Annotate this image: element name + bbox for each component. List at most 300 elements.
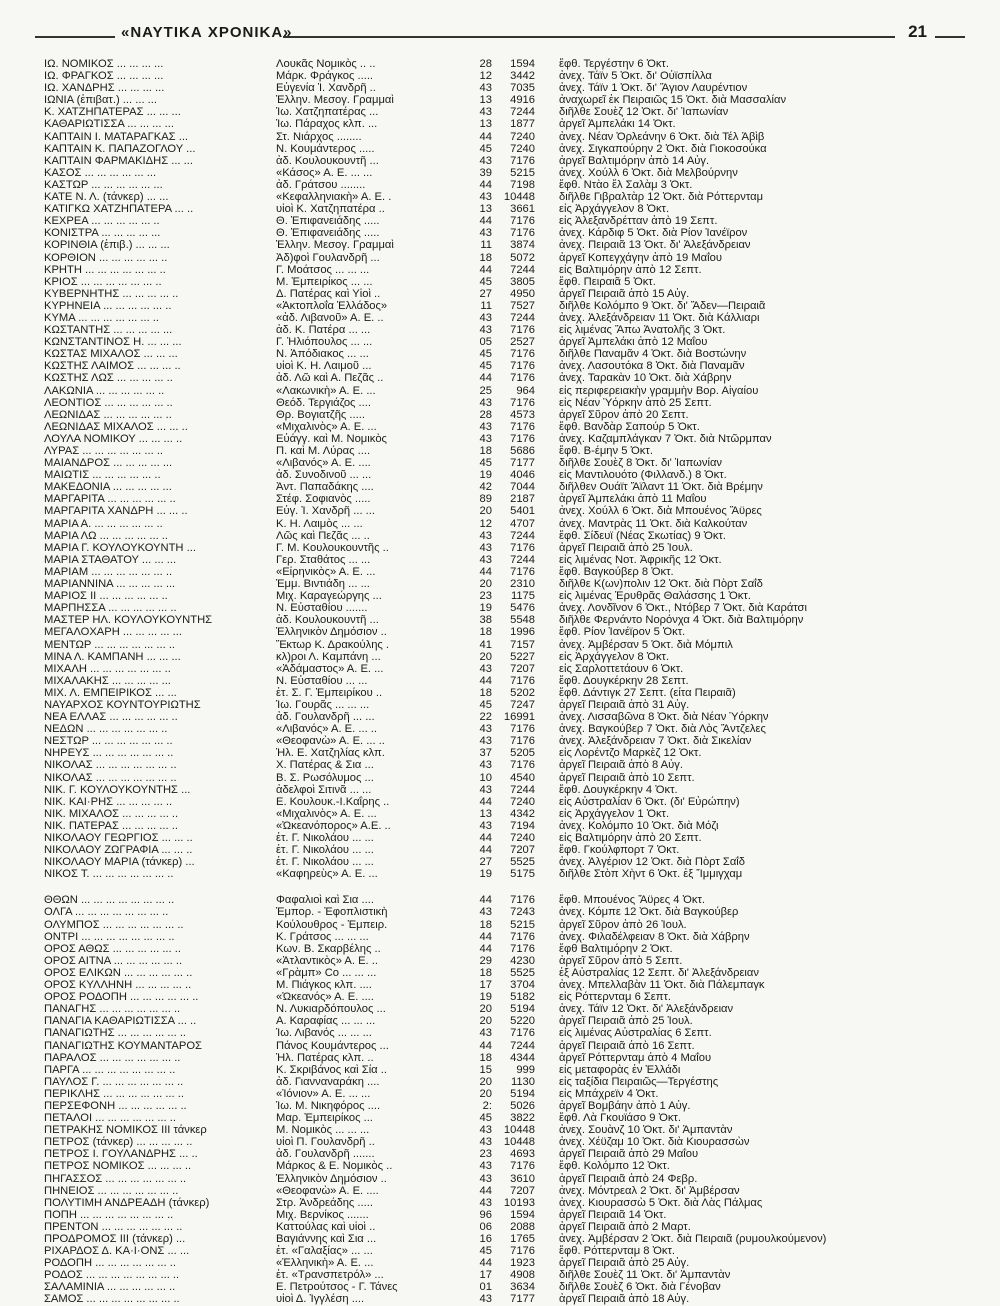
table-row [44, 759, 924, 771]
year-cell: 13 [479, 807, 492, 820]
owner-cell: Π. καὶ Μ. Λύρας .... [276, 445, 371, 457]
tonnage-cell: 1594 [510, 1208, 535, 1221]
tonnage-cell: 999 [516, 1063, 535, 1076]
position-cell: διῆλθε Κ(ων)πολιν 12 Ὀκτ. διὰ Πὸρτ Σαΐδ [559, 578, 763, 591]
owner-cell: Ἰω. Πάραχος κλπ. ... [276, 118, 378, 131]
year-cell: 44 [479, 215, 492, 228]
position-cell: ἀργεῖ Σῦρον ἀπὸ 5 Σεπτ. [559, 954, 683, 967]
tonnage-cell: 5202 [510, 686, 535, 699]
owner-cell: Ἑλληνικὸν Δημόσιον .. [276, 1172, 387, 1185]
year-cell: 44 [479, 372, 492, 385]
year-cell: 45 [479, 1112, 492, 1125]
year-cell: 20 [479, 1003, 492, 1016]
owner-cell: Ἡλ. Ε. Χατζηλίας κλπ. [276, 747, 385, 760]
ship-name-cell: ΙΩ. ΧΑΝΔΡΗΣ ... ... ... ... [44, 82, 165, 95]
position-cell: ἀνεχ. Κολόμπο 10 Ὀκτ. διὰ Μόζι [559, 819, 719, 832]
ship-name-cell: ΚΕΧΡΕΑ ... ... ... ... ... .. [44, 215, 160, 228]
owner-cell: Κ. Σκριβάνος καὶ Σία .. [276, 1063, 387, 1076]
table-row [44, 711, 924, 723]
position-cell: ἀνεχ. Χούλλ 6 Ὀκτ. διὰ Μελβούρνην [559, 166, 738, 179]
owner-cell: «Ὠκεανόπορος» Α.Ε. .. [276, 819, 391, 832]
year-cell: 43 [479, 553, 492, 566]
ship-name-cell: ΝΙΚ. ΠΑΤΕΡΑΣ ... ... ... ... .. [44, 819, 178, 832]
position-cell: ἀνεχ. Χούλλ 6 Ὀκτ. διὰ Μπουένος Ἄϋρες [559, 505, 762, 518]
table-row [44, 433, 924, 445]
position-cell: εἰς Βαλτιμόρην ἀπὸ 12 Σεπτ. [559, 263, 702, 276]
tonnage-cell: 7176 [510, 723, 535, 736]
table-row [44, 505, 924, 517]
year-cell: 43 [479, 906, 492, 919]
tonnage-cell: 5548 [510, 614, 535, 627]
owner-cell: Θ. Ἐπιφανειάδης ..... [276, 227, 380, 240]
table-row [44, 397, 924, 409]
year-cell: 20 [479, 578, 492, 591]
table-row [44, 1136, 924, 1148]
position-cell: ἀνεχ. Ἀλγέριον 12 Ὀκτ. διὰ Πὸρτ Σαΐδ [559, 856, 745, 869]
tonnage-cell: 5194 [510, 1003, 535, 1016]
tonnage-cell: 7177 [510, 1293, 535, 1306]
position-cell: ἀνεχ. Λονδῖνον 6 Ὀκτ., Ντόβερ 7 Ὀκτ. διὰ Καράτσι [559, 602, 807, 615]
year-cell: 44 [479, 263, 492, 276]
ship-name-cell: ΛΥΡΑΣ ... ... ... ... ... ... .. [44, 445, 164, 457]
position-cell: εἰς λιμένας Νοτ. Ἀφρικῆς 12 Ὀκτ. [559, 553, 722, 566]
table-row [44, 518, 924, 530]
tonnage-cell: 3661 [510, 203, 535, 216]
owner-cell: Ἑλληνικὸν Δημόσιον .. [276, 626, 387, 639]
ship-name-cell: ΜΑΡΙΑ ΣΤΑΘΑΤΟΥ ... ... ... [44, 553, 177, 566]
position-cell: ἀναχωρεῖ ἐκ Πειραιῶς 15 Ὀκτ. διὰ Μασσαλίαν [559, 94, 787, 107]
table-row [44, 215, 924, 227]
ship-name-cell: ΠΕΡΙΚΛΗΣ ... ... ... ... ... ... .. [44, 1087, 184, 1100]
year-cell: 20 [479, 505, 492, 518]
position-cell: ἀργεῖ Ἀμπελάκι 14 Ὀκτ. [559, 118, 676, 131]
ship-name-cell: ΛΕΩΝΙΔΑΣ ΜΙΧΑΛΟΣ ... ... .. [44, 420, 188, 433]
year-cell: 44 [479, 795, 492, 808]
table-row [44, 324, 924, 336]
table-row [44, 94, 924, 106]
year-cell: 44 [479, 894, 492, 907]
year-cell: 44 [479, 674, 492, 687]
owner-cell: «Γρὰμπ» Co ... ... ... [276, 966, 377, 979]
table-row [44, 542, 924, 554]
tonnage-cell: 3442 [510, 70, 535, 83]
year-cell: 44 [479, 1257, 492, 1270]
owner-cell: Εὐάγγ. καὶ Μ. Νομικὸς [276, 432, 387, 445]
year-cell: 18 [479, 251, 492, 264]
owner-cell: Στέφ. Σοφιανὸς ..... [276, 493, 371, 506]
owner-cell: Στρ. Ἀνδρεάδης ..... [276, 1196, 373, 1209]
owner-cell: Στ. Νιάρχος ........ [276, 130, 362, 143]
ship-name-cell: ΜΙΝΑ Λ. ΚΑΜΠΑΝΗ ... ... ... [44, 650, 181, 663]
position-cell: εἰς Ἀλεξανδρέτταν ἀπὸ 19 Σεπτ. [559, 215, 718, 228]
position-cell: εἰς Ἀρχάγγελον 8 Ὀκτ. [559, 650, 670, 663]
position-cell: ἔφθ. Κολόμπο 12 Ὀκτ. [559, 1160, 670, 1173]
year-cell: 43 [479, 1027, 492, 1040]
position-cell: ἀργεῖ Ἀμπελάκι ἀπὸ 11 Μαΐου [559, 493, 707, 506]
ship-name-cell: ΚΑΠΤΑΙΝ ΦΑΡΜΑΚΙΔΗΣ ... ... [44, 154, 193, 167]
owner-cell: «Θεοφανὼ» Α. Ε. ... .. [276, 735, 385, 748]
year-cell: 43 [479, 227, 492, 240]
owner-cell: Μαρ. Ἐμπειρίκος ... [276, 1112, 373, 1125]
ship-name-cell: ΝΕΔΩΝ ... ... ... ... ... ... .. [44, 723, 168, 736]
ship-name-cell: ΝΑΥΑΡΧΟΣ ΚΟΥΝΤΟΥΡΙΩΤΗΣ [44, 698, 201, 711]
position-cell: εἰς Λορέντζο Μαρκὲζ 12 Ὀκτ. [559, 747, 702, 760]
tonnage-cell: 1130 [510, 1075, 535, 1088]
tonnage-cell: 5205 [510, 747, 535, 760]
tonnage-cell: 7194 [510, 819, 535, 832]
ship-name-cell: ΜΙΧΑΛΑΚΗΣ ... ... ... ... ... [44, 674, 171, 687]
owner-cell: Βαγιάννης καὶ Σια ... [276, 1233, 377, 1245]
owner-cell: ἐτ. Γ. Νικολάου ... ... [276, 832, 374, 844]
tonnage-cell: 7176 [510, 348, 535, 361]
ship-name-cell: ΡΟΔΟΣ ... ... ... ... ... ... ... .. [44, 1269, 180, 1282]
owner-cell: ἀδ. Κ. Πατέρα ... ... [276, 324, 371, 337]
position-cell: ἔφθ. Τεργέστην 6 Ὀκτ. [559, 58, 669, 70]
ship-name-cell: ΝΙΚΟΛΑΟΥ ΜΑΡΙΑ (τάνκερ) ... [44, 856, 195, 869]
year-cell: 44 [479, 130, 492, 143]
position-cell: ἀργεῖ Πειραιᾶ ἀπὸ 16 Σεπτ. [559, 1039, 695, 1052]
ship-name-cell: ΜΑΡΙΑ Γ. ΚΟΥΛΟΥΚΟΥΝΤΗ ... [44, 541, 196, 554]
ship-name-cell: ΜΑΡΙΟΣ ΙΙ ... ... ... ... ... .. [44, 590, 168, 603]
tonnage-cell: 7240 [510, 142, 535, 155]
table-row [44, 1233, 924, 1245]
table-row [44, 481, 924, 493]
ship-name-cell: ΣΑΛΑΜΙΝΙΑ ... ... ... ... ... .. [44, 1281, 176, 1294]
tonnage-cell: 2527 [510, 336, 535, 349]
owner-cell: ἐτ. Σ. Γ. Ἐμπειρίκου .. [276, 686, 383, 699]
ship-name-cell: ΚΑΠΤΑΙΝ Κ. ΠΑΠΑΖΟΓΛΟΥ ... [44, 142, 196, 155]
ship-name-cell: ΣΑΜΟΣ ... ... ... ... ... ... ... .. [44, 1293, 180, 1306]
owner-cell: Ἰω. Γουρᾶς ... ... ... [276, 698, 370, 711]
table-row [44, 868, 924, 880]
ship-name-cell: ΠΕΤΑΛΟΙ ... ... ... ... ... ... .. [44, 1112, 176, 1125]
tonnage-cell: 5215 [510, 918, 535, 931]
table-row [44, 1076, 924, 1088]
table-row [44, 808, 924, 820]
ship-name-cell: ΜΑΡΙΑΜ ... ... ... ... ... ... .. [44, 565, 173, 578]
year-cell: 43 [479, 735, 492, 748]
tonnage-cell: 7176 [510, 420, 535, 433]
year-cell: 20 [479, 650, 492, 663]
owner-cell: υἱοὶ Δ. Ἰγγλέση .... [276, 1293, 365, 1306]
position-cell: ἀργεῖ Πειραιᾶ ἀπὸ 31 Αὐγ. [559, 698, 690, 711]
ship-name-cell: ΝΙΚ. ΜΙΧΑΛΟΣ ... ... ... ... .. [44, 807, 179, 820]
owner-cell: «Ἀτλαντικὸς» Α. Ε. .. [276, 954, 378, 967]
position-cell: διῆλθε Σουὲζ 8 Ὀκτ. δι' Ἰαπωνίαν [559, 457, 722, 470]
tonnage-cell: 16991 [503, 711, 535, 724]
position-cell: ἀνεχ. Χέϋζαμ 10 Ὀκτ. διὰ Κιουρασσὼν [559, 1136, 750, 1149]
position-cell: ἀνεχ. Κάρδιφ 5 Ὀκτ. διὰ Ρίον Ἰανέϊρον [559, 227, 748, 240]
table-row [44, 409, 924, 421]
ship-name-cell: ΜΕΓΑΛΟΧΑΡΗ ... ... ... ... ... [44, 626, 182, 639]
table-row [44, 493, 924, 505]
tonnage-cell: 7527 [510, 299, 535, 312]
ship-name-cell: ΠΡΟΔΡΟΜΟΣ ΙΙΙ (τάνκερ) ... [44, 1233, 186, 1245]
position-cell: ἀργεῖ Πειραιᾶ ἀπὸ 25 Ἰουλ. [559, 541, 693, 554]
position-cell: ἀνεχ. Μπελλαβὰν 11 Ὀκτ. διὰ Πάλεμπαγκ [559, 979, 765, 992]
tonnage-cell: 964 [516, 384, 535, 397]
year-cell: 20 [479, 1015, 492, 1028]
owner-cell: Γ. Ἡλιόπουλος ... ... [276, 336, 373, 349]
year-cell: 43 [479, 662, 492, 675]
owner-cell: Κ. Η. Λαιμὸς ... ... [276, 517, 363, 530]
owner-cell: «ἀδ. Λιβανοῦ» Α. Ε. .. [276, 311, 384, 324]
ship-name-cell: ΠΟΛΥΤΙΜΗ ΑΝΔΡΕΑΔΗ (τάνκερ) [44, 1196, 210, 1209]
owner-cell: ἐτ. «Τρανσπετρόλ» ... [276, 1269, 384, 1282]
ship-name-cell: ΛΟΥΛΑ ΝΟΜΙΚΟΥ ... ... ... .. [44, 432, 183, 445]
table-row [44, 784, 924, 796]
tonnage-cell: 3874 [510, 239, 535, 252]
table-row [44, 687, 924, 699]
position-cell: ἔφθ. Ρόττερνταμ 8 Ὀκτ. [559, 1245, 675, 1258]
ship-name-cell: ΚΥΜΑ ... ... ... ... ... ... .. [44, 311, 160, 324]
position-cell: εἰς λιμένας Ἄπω Ἀνατολῆς 3 Ὀκτ. [559, 324, 726, 337]
table-row [44, 191, 924, 203]
tonnage-cell: 7244 [510, 553, 535, 566]
tonnage-cell: 7176 [510, 1027, 535, 1040]
table-row [44, 991, 924, 1003]
table-row [44, 967, 924, 979]
tonnage-cell: 1877 [510, 118, 535, 131]
owner-cell: Β. Σ. Ρωσόλυμος ... [276, 771, 374, 784]
owner-cell: Δ. Πατέρας καὶ Υἱοὶ .. [276, 287, 381, 300]
ship-name-cell: ΝΙΚΟΣ Τ. ... ... ... ... ... ... .. [44, 868, 174, 881]
year-cell: 43 [479, 191, 492, 204]
table-row [44, 530, 924, 542]
position-cell: ἔφθ. Δουγκέρκην 4 Ὀκτ. [559, 783, 678, 796]
owner-cell: Ἑλλην. Μεσογ. Γραμμαὶ [276, 239, 394, 252]
owner-cell: «Λιβανός» Α. Ε. .... [276, 457, 371, 470]
tonnage-cell: 7244 [510, 1039, 535, 1052]
table-row [44, 58, 924, 70]
owner-cell: Ἰω. Μ. Νικηφόρος .... [276, 1099, 381, 1112]
tonnage-cell: 7243 [510, 906, 535, 919]
position-cell: εἰς Μαντιλουότο (Φιλλανδ.) 8 Ὀκτ. [559, 469, 727, 482]
tonnage-cell: 7177 [510, 457, 535, 470]
tonnage-cell: 2310 [510, 578, 535, 591]
position-cell: εἰς περιφερειακὴν γραμμὴν Βορ. Αἰγαίου [559, 384, 759, 397]
tonnage-cell: 5220 [510, 1015, 535, 1028]
table-row [44, 1209, 924, 1221]
tonnage-cell: 1175 [510, 590, 535, 603]
tonnage-cell: 2088 [510, 1220, 535, 1233]
year-cell: 43 [479, 432, 492, 445]
table-row [44, 372, 924, 384]
year-cell: 43 [479, 1293, 492, 1306]
year-cell: 43 [479, 759, 492, 772]
owner-cell: Ν. Εὐσταθίου ....... [276, 602, 368, 615]
table-row [44, 979, 924, 991]
position-cell: ἀργεῖ Ρόττερνταμ ἀπὸ 4 Μαΐου [559, 1051, 712, 1064]
table-row [44, 578, 924, 590]
table-row [44, 1124, 924, 1136]
year-cell: 18 [479, 626, 492, 639]
table-row [44, 723, 924, 735]
ship-name-cell: ΜΑΡΙΑ ΛΩ ... ... ... ... ... .. [44, 529, 169, 542]
table-row [44, 1185, 924, 1197]
year-cell: 01 [479, 1281, 492, 1294]
ship-name-cell: ΠΕΡΣΕΦΟΝΗ ... ... ... ... ... .. [44, 1099, 187, 1112]
owner-cell: ἐτ. «Γαλαξίας» ... ... [276, 1245, 373, 1258]
table-row [44, 1052, 924, 1064]
tonnage-cell: 4573 [510, 408, 535, 421]
owner-cell: Κ. Γράτσος ... ... ... [276, 930, 369, 943]
table-row [44, 445, 924, 457]
table-row [44, 590, 924, 602]
owner-cell: ἀδ. Κουλουκουντῆ ... [276, 154, 379, 167]
position-cell: ἀργεῖ Πειραιᾶ 14 Ὀκτ. [559, 1208, 667, 1221]
tonnage-cell: 5026 [510, 1099, 535, 1112]
tonnage-cell: 7044 [510, 481, 535, 494]
table-row [44, 906, 924, 918]
owner-cell: «Εἰρηνικὸς» Α. Ε. ... [276, 565, 376, 578]
year-cell: 11 [480, 239, 492, 252]
position-cell: ἀνεχ. Τάϊν 1 Ὀκτ. δι' Ἅγιον Λαυρέντιον [559, 82, 748, 95]
ship-name-cell: ΙΩ. ΦΡΑΓΚΟΣ ... ... ... ... [44, 70, 164, 83]
ship-name-cell: ΜΑΡΠΗΣΣΑ ... ... ... ... ... .. [44, 602, 177, 615]
group-separator [44, 880, 924, 894]
tonnage-cell: 4342 [510, 807, 535, 820]
year-cell: 96 [479, 1208, 492, 1221]
owner-cell: ἀδ. Γουλανδρῆ ....... [276, 1148, 375, 1161]
table-row [44, 1040, 924, 1052]
table-row [44, 943, 924, 955]
ship-position-table [44, 58, 924, 1306]
ship-name-cell: ΜΑΡΙΑΝΝΙΝΑ ... ... ... ... ... [44, 578, 176, 591]
tonnage-cell: 5072 [510, 251, 535, 264]
owner-cell: ἀδ. Γουλανδρῆ ... ... [276, 711, 375, 724]
ship-name-cell: ΟΡΟΣ ΕΛΙΚΩΝ ... ... ... ... ... .. [44, 966, 193, 979]
ship-name-cell: ΚΡΗΤΗ ... ... ... ... ... ... .. [44, 263, 166, 276]
owner-cell: Μ. Νομικὸς ... ... ... [276, 1124, 370, 1137]
table-row [44, 554, 924, 566]
tonnage-cell: 3704 [510, 979, 535, 992]
owner-cell: Ἰω. Χατζηπατέρας ... [276, 106, 379, 119]
ship-name-cell: ΠΗΝΕΙΟΣ ... ... ... ... ... ... .. [44, 1184, 179, 1197]
year-cell: 42 [479, 481, 492, 494]
owner-cell: ἀδ. Λῶ καὶ Α. Πεζᾶς .. [276, 372, 384, 385]
table-row [44, 70, 924, 82]
tonnage-cell: 7157 [510, 638, 535, 651]
tonnage-cell: 5182 [510, 991, 535, 1004]
year-cell: 43 [479, 324, 492, 337]
header-rule-right [935, 36, 965, 38]
tonnage-cell: 7176 [510, 1160, 535, 1173]
tonnage-cell: 5227 [510, 650, 535, 663]
year-cell: 39 [479, 166, 492, 179]
owner-cell: Ἡλ. Πατέρας κλπ. .. [276, 1051, 374, 1064]
year-cell: 12 [479, 70, 492, 83]
tonnage-cell: 3822 [510, 1112, 535, 1125]
ship-name-cell: ΠΕΤΡΟΣ Ι. ΓΟΥΛΑΝΔΡΗΣ ... .. [44, 1148, 198, 1161]
position-cell: εἰς Νέαν Ὑόρκην ἀπὸ 25 Σεπτ. [559, 396, 712, 409]
table-row [44, 179, 924, 191]
year-cell: 27 [479, 287, 492, 300]
owner-cell: Μ. Ἐμπειρίκος ... ... [276, 275, 373, 288]
tonnage-cell: 7207 [510, 1184, 535, 1197]
table-row [44, 1027, 924, 1039]
table-row [44, 336, 924, 348]
ship-name-cell: ΝΙΚΟΛΑΣ ... ... ... ... ... ... .. [44, 771, 177, 784]
position-cell: ἀργεῖ Σῦρον ἀπὸ 26 Ἰουλ. [559, 918, 687, 931]
table-row [44, 288, 924, 300]
table-row [44, 457, 924, 469]
tonnage-cell: 7176 [510, 942, 535, 955]
position-cell: εἰς Ἀρχάγγελον 1 Ὀκτ. [559, 807, 670, 820]
table-row [44, 675, 924, 687]
year-cell: 43 [479, 396, 492, 409]
year-cell: 19 [479, 469, 492, 482]
ship-name-cell: ΠΟΠΗ ... ... ... ... ... ... ... .. [44, 1208, 174, 1221]
year-cell: 13 [479, 94, 492, 107]
tonnage-cell: 7176 [510, 1245, 535, 1258]
owner-cell: Ἐμπορ. - Ἐφοπλιστικὴ [276, 906, 388, 919]
ship-name-cell: ΚΩΣΤΗΣ ΛΑΙΜΟΣ ... ... ... .. [44, 360, 181, 373]
owner-cell: Ἐμμ. Βιντιάδη ... ... [276, 578, 370, 591]
table-row [44, 239, 924, 251]
tonnage-cell: 7244 [510, 783, 535, 796]
position-cell: ἔφθ. Λὰ Γκουϊάσο 9 Ὀκτ. [559, 1112, 681, 1125]
ship-name-cell: ΝΙΚΟΛΑΟΥ ΓΕΩΡΓΙΟΣ ... ... .. [44, 832, 193, 844]
owner-cell: Ν. Εὐσταθίου ... ... [276, 674, 368, 687]
ship-name-cell: ΙΩ. ΝΟΜΙΚΟΣ ... ... ... ... [44, 58, 164, 70]
owner-cell: Ἀδ)φοὶ Γουλανδρῆ ... [276, 251, 380, 264]
owner-cell: Κούλουθρος - Ἐμπειρ. [276, 918, 388, 931]
tonnage-cell: 7244 [510, 311, 535, 324]
position-cell: ἀνεχ. Τάϊν 12 Ὀκτ. δι' Ἀλεξάνδρειαν [559, 1003, 734, 1016]
year-cell: 20 [479, 1087, 492, 1100]
table-row [44, 1100, 924, 1112]
tonnage-cell: 10448 [503, 191, 535, 204]
position-cell: ἀνεχ. Λασουτόκα 8 Ὀκτ. διὰ Παναμᾶν [559, 360, 745, 373]
year-cell: 37 [479, 747, 492, 760]
ship-name-cell: ΜΑΡΓΑΡΙΤΑ ΧΑΝΔΡΗ ... ... .. [44, 505, 188, 518]
owner-cell: ἐτ. Γ. Νικολάου ... ... [276, 844, 374, 857]
table-row [44, 82, 924, 94]
owner-cell: ἐτ. Γ. Νικολάου ... ... [276, 856, 374, 869]
owner-cell: υἱοὶ Κ. Η. Λαιμοῦ ... [276, 360, 372, 373]
tonnage-cell: 7244 [510, 529, 535, 542]
owner-cell: Ε. Κουλουκ.-Ι.Καΐρης .. [276, 795, 390, 808]
year-cell: 11 [480, 299, 492, 312]
ship-name-cell: ΟΛΓΑ ... ... ... ... ... ... ... .. [44, 906, 169, 919]
tonnage-cell: 7247 [510, 698, 535, 711]
table-row [44, 1064, 924, 1076]
year-cell: 13 [479, 203, 492, 216]
ship-name-cell: ΝΕΑ ΕΛΛΑΣ ... ... ... ... ... .. [44, 711, 178, 724]
year-cell: 43 [479, 819, 492, 832]
owner-cell: «Λιβανός» Α. Ε. ... .. [276, 723, 378, 736]
year-cell: 44 [479, 832, 492, 844]
tonnage-cell: 7176 [510, 565, 535, 578]
owner-cell: Γερ. Σταθάτος ... ... [276, 553, 371, 566]
ship-name-cell: ΡΟΔΟΠΗ ... ... ... ... ... ... .. [44, 1257, 176, 1270]
ship-name-cell: ΚΑΤΕ Ν. Λ. (τάνκερ) ... ... [44, 191, 169, 204]
table-row [44, 1160, 924, 1172]
page-header [35, 18, 965, 56]
tonnage-cell: 5401 [510, 505, 535, 518]
table-row [44, 663, 924, 675]
tonnage-cell: 7176 [510, 735, 535, 748]
position-cell: εἰς Ρόττερνταμ 6 Σεπτ. [559, 991, 672, 1004]
ship-name-cell: ΚΥΒΕΡΝΗΤΗΣ ... ... ... ... .. [44, 287, 179, 300]
year-cell: 43 [479, 154, 492, 167]
tonnage-cell: 7240 [510, 130, 535, 143]
position-cell: ἔφθ. Πειραιᾶ 5 Ὀκτ. [559, 275, 656, 288]
year-cell: 23 [479, 1148, 492, 1161]
tonnage-cell: 1594 [510, 58, 535, 70]
tonnage-cell: 7244 [510, 106, 535, 119]
